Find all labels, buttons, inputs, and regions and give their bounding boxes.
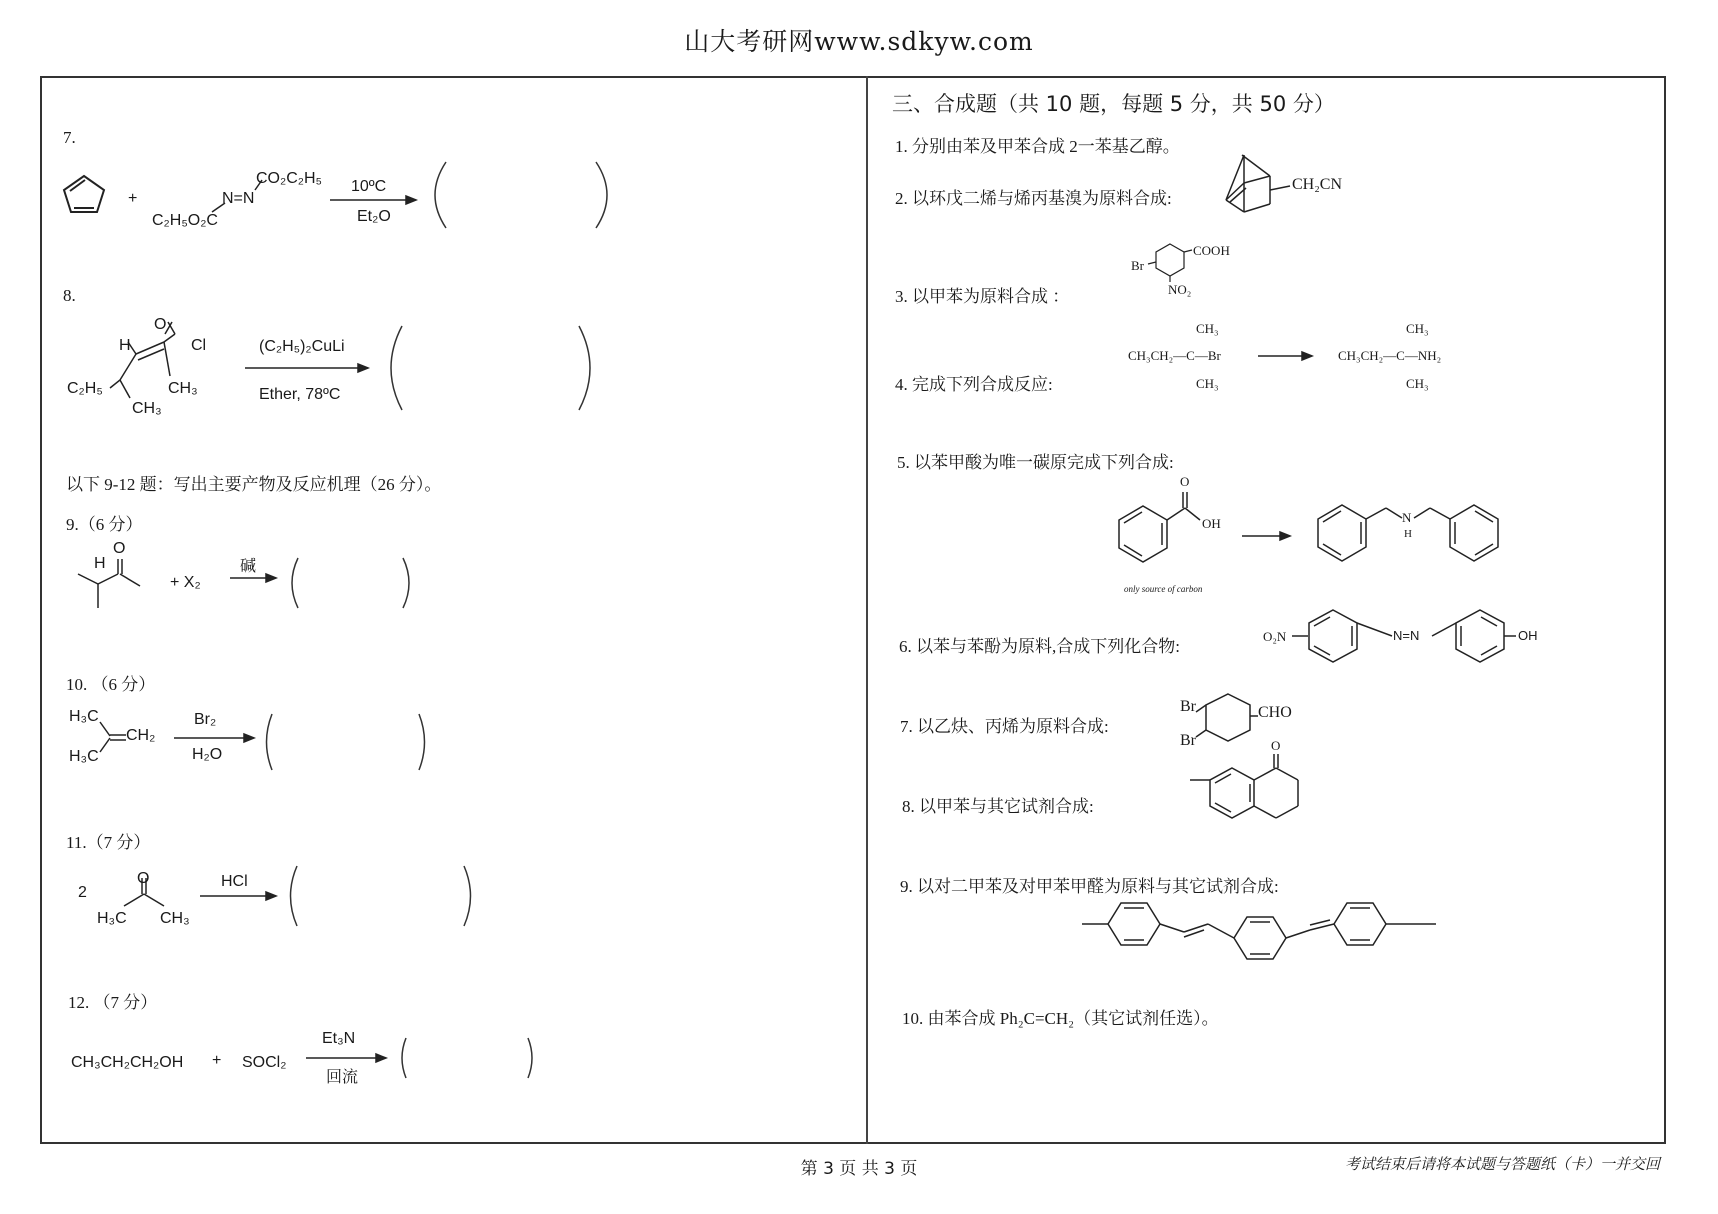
q10-condition-top: Br₂ xyxy=(194,711,217,728)
q11-h3c: H₃C xyxy=(97,910,127,927)
q9-o: O xyxy=(113,540,126,557)
q7-azo-nn: N=N xyxy=(222,190,255,207)
q8-condition-top: (C₂H₅)₂CuLi xyxy=(259,338,345,355)
section-intro-9-12: 以下 9-12 题：写出主要产物及反应机理（26 分）。 xyxy=(66,475,442,494)
synthesis-3-text: 3. 以甲苯为原料合成 ： xyxy=(895,287,1070,306)
s6-oh: OH xyxy=(1518,628,1538,643)
s4-right-main: CH₃CH₂—C—NH₂ xyxy=(1338,348,1442,363)
q7-number: 7. xyxy=(63,128,76,147)
q12-reactant: CH₃CH₂CH₂OH xyxy=(71,1054,184,1071)
s7-br-bottom: Br xyxy=(1180,732,1196,749)
footer-note: 考试结束后请将本试题与答题纸（卡）一并交回 xyxy=(1344,1157,1660,1173)
q12-number: 12. （7 分） xyxy=(68,993,158,1012)
s4-left-ch3-top: CH₃ xyxy=(1196,321,1219,336)
s5-n: N xyxy=(1402,510,1412,525)
s5-caption: only source of carbon xyxy=(1124,584,1203,594)
synthesis-6-text: 6. 以苯与苯酚为原料,合成下列化合物: xyxy=(899,637,1180,656)
s6-nn: N=N xyxy=(1393,628,1420,643)
synthesis-2-text: 2. 以环戊二烯与烯丙基溴为原料合成: xyxy=(895,189,1172,208)
q8-o: O xyxy=(154,316,167,333)
s4-left-main: CH₃CH₂—C—Br xyxy=(1128,348,1221,363)
q10-number: 10. （6 分） xyxy=(66,675,156,694)
s7-br-top: Br xyxy=(1180,698,1196,715)
q7-azo-bottom: C₂H₅O₂C xyxy=(152,212,218,229)
q12-socl2: SOCl₂ xyxy=(242,1054,287,1071)
synthesis-4-text: 4. 完成下列合成反应: xyxy=(895,375,1053,394)
q12-plus: + xyxy=(212,1052,222,1069)
s5-o: O xyxy=(1180,474,1190,489)
q9-condition-base: 碱 xyxy=(240,558,257,575)
synthesis-1: 1. 分别由苯及甲苯合成 2一苯基乙醇。 xyxy=(895,137,1180,156)
page-number: 第 3 页 共 3 页 xyxy=(800,1159,918,1179)
synthesis-8-text: 8. 以甲苯与其它试剂合成: xyxy=(902,797,1094,816)
q12-condition-top: Et₃N xyxy=(322,1030,356,1047)
q8-condition-bottom: Ether, 78ºC xyxy=(259,386,341,403)
synthesis-7-text: 7. 以乙炔、丙烯为原料合成: xyxy=(900,717,1109,736)
q7-azo-top: CO₂C₂H₅ xyxy=(256,170,322,187)
q7-plus: + xyxy=(128,190,138,207)
s2-ch2cn: CH₂CN xyxy=(1292,176,1343,193)
section-title-synthesis: 三、合成题（共 10 题，每题 5 分，共 50 分） xyxy=(892,92,1335,116)
q10-h3c-bottom: H₃C xyxy=(69,748,99,765)
q11-condition-top: HCl xyxy=(221,873,248,890)
s5-oh: OH xyxy=(1202,516,1221,531)
s3-no2: NO₂ xyxy=(1168,282,1192,297)
s3-cooh: COOH xyxy=(1193,243,1230,258)
q11-coefficient: 2 xyxy=(78,884,87,901)
q8-c2h5: C₂H₅ xyxy=(67,380,103,397)
q11-ch3: CH₃ xyxy=(160,910,190,927)
q8-cl: Cl xyxy=(191,337,207,354)
synthesis-9-text: 9. 以对二甲苯及对甲苯甲醛为原料与其它试剂合成: xyxy=(900,877,1279,896)
q7-condition-top: 10ºC xyxy=(351,178,387,195)
s3-br: Br xyxy=(1131,258,1144,273)
q9-number: 9.（6 分） xyxy=(66,515,143,534)
q8-number: 8. xyxy=(63,286,76,305)
q11-number: 11.（7 分） xyxy=(66,833,151,852)
q8-ch3-b: CH₃ xyxy=(132,400,162,417)
s4-left-ch3-bottom: CH₃ xyxy=(1196,376,1219,391)
q10-ch2: CH₂ xyxy=(126,727,156,744)
s7-cho: CHO xyxy=(1258,704,1292,721)
synthesis-5-text: 5. 以苯甲酸为唯一碳原完成下列合成: xyxy=(897,453,1174,472)
s4-right-ch3-bottom: CH₃ xyxy=(1406,376,1429,391)
q8-h: H xyxy=(119,337,131,354)
q10-condition-bottom: H₂O xyxy=(192,746,223,763)
s6-o2n: O₂N xyxy=(1263,629,1287,644)
page-header: 山大考研网www.sdkyw.com xyxy=(684,27,1034,56)
q9-plus-x2: + X₂ xyxy=(170,574,201,591)
synthesis-10: 10. 由苯合成 Ph₂C=CH₂（其它试剂任选）。 xyxy=(902,1009,1219,1028)
q12-condition-bottom: 回流 xyxy=(326,1069,359,1086)
q11-o: O xyxy=(137,870,150,887)
q8-ch3-a: CH₃ xyxy=(168,380,198,397)
q7-condition-bottom: Et₂O xyxy=(357,208,391,225)
q9-h: H xyxy=(94,555,106,572)
q10-h3c-top: H₃C xyxy=(69,708,99,725)
s8-o: O xyxy=(1271,738,1281,753)
s4-right-ch3-top: CH₃ xyxy=(1406,321,1429,336)
s5-h: H xyxy=(1404,528,1412,540)
